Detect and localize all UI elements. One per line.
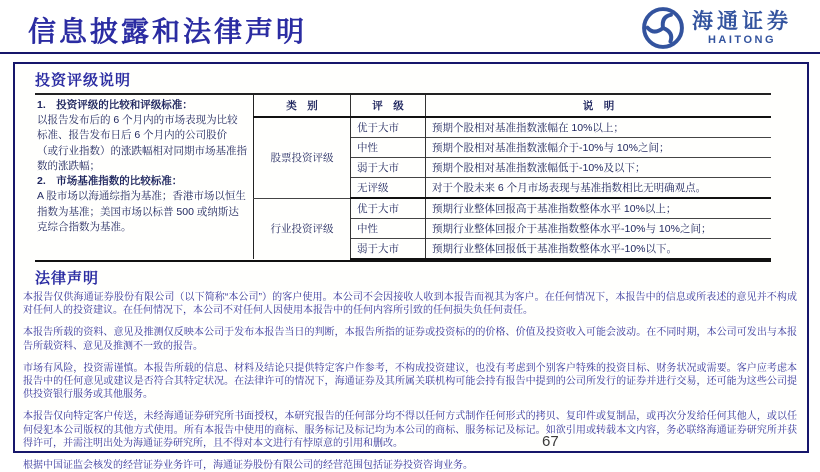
rating-table-row <box>254 198 772 219</box>
rating-table-row <box>254 117 772 138</box>
page-number: 67 <box>542 433 559 450</box>
rating-category-cell: 行业投资评级 <box>254 198 351 259</box>
rating-cell: 弱于大市 <box>351 239 426 260</box>
rating-description-cell: 预期行业整体回报低于基准指数整体水平-10%以下。 <box>426 239 772 260</box>
column-header-rating: 评 级 <box>351 95 426 117</box>
content-box <box>13 62 809 471</box>
logo-company-name-en: HAITONG <box>707 33 777 46</box>
legal-paragraph: 根据中国证监会核发的经营证券业务许可，海通证券股份有限公司的经营范围包括证券投资咨询业务。 <box>23 459 473 471</box>
note-body: A 股市场以海通综指为基准；香港市场以恒生指数为基准；美国市场以标普 500 或纳斯达克综合指数为基准。 <box>37 190 246 233</box>
rating-cell: 优于大市 <box>351 198 426 219</box>
rating-table-body <box>254 117 772 259</box>
rating-description-cell: 对于个股未来 6 个月市场表现与基准指数相比无明确观点。 <box>426 178 772 199</box>
title-divider <box>0 52 820 54</box>
rating-description-cell: 预期个股相对基准指数涨幅在 10%以上； <box>426 117 772 138</box>
rating-notes <box>35 95 253 260</box>
column-header-description: 说 明 <box>426 95 772 117</box>
note-title: 1. 投资评级的比较和评级标准： <box>37 99 193 111</box>
rating-cell: 中性 <box>351 219 426 239</box>
rating-description-cell: 预期行业整体回报介于基准指数整体水平-10%与 10%之间； <box>426 219 772 239</box>
rating-content <box>35 93 771 262</box>
logo-company-name-cn: 海通证券 <box>692 8 792 33</box>
note-body: 以报告发布后的 6 个月内的市场表现为比较标准、报告发布日后 6 个月内的公司股价（或行业指数）的涨跌幅相对同期市场基准指数的涨跌幅； <box>37 114 247 172</box>
rating-category-cell: 股票投资评级 <box>254 117 351 198</box>
rating-cell: 弱于大市 <box>351 158 426 178</box>
rating-description-cell: 预期个股相对基准指数涨幅低于-10%及以下； <box>426 158 772 178</box>
legal-paragraphs <box>23 291 797 472</box>
rating-cell: 无评级 <box>351 178 426 199</box>
page-title: 信息披露和法律声明 <box>28 17 308 48</box>
rating-cell: 优于大市 <box>351 117 426 138</box>
haitong-logo <box>641 6 792 50</box>
rating-description-cell: 预期行业整体回报高于基准指数整体水平 10%以上； <box>426 198 772 219</box>
haitong-logo-icon <box>641 6 685 50</box>
legal-paragraph: 本报告仅向特定客户传送，未经海通证券研究所书面授权，本研究报告的任何部分均不得以任何方式制作任何形式的拷贝、复印件或复制品，或再次分发给任何其他人，或以任何侵犯本公司版权的其他方式使用。所有本报告中使用的商标、服务标记及标记均为本公司的商标、服务标记及标记。如欲引用或转载本文内容，务必联络海通证券研究所并获得许可，并需注明出处为海通证券研究所，且不得对本文进行有悖原意的引用和删改。 <box>23 411 797 449</box>
legal-paragraph: 市场有风险，投资需谨慎。本报告所载的信息、材料及结论只提供特定客户作参考，不构成投资建议，也没有考虑到个别客户特殊的投资目标、财务状况或需要。客户应考虑本报告中的任何意见或建议是否符合其特定状况。在法律许可的情况下，海通证券及其所属关联机构可能会持有报告中提到的公司所发行的证券并进行交易，还可能为这些公司提供投资银行服务或其他服务。 <box>23 362 797 401</box>
haitong-logo-text <box>692 8 792 46</box>
rating-table-header-row <box>254 95 772 117</box>
section-title-rating: 投资评级说明 <box>35 73 132 89</box>
legal-paragraph: 本报告所载的资料、意见及推测仅反映本公司于发布本报告当日的判断，本报告所指的证券或投资标的的价格、价值及投资收入可能会波动。在不同时期，本公司可发出与本报告所载资料、意见及推测不一致的报告。 <box>23 327 797 352</box>
note-title: 2. 市场基准指数的比较标准： <box>37 175 183 188</box>
rating-description-cell: 预期个股相对基准指数涨幅介于-10%与 10%之间； <box>426 138 772 158</box>
rating-cell: 中性 <box>351 138 426 158</box>
rating-table <box>253 95 771 260</box>
column-header-category: 类 别 <box>254 95 351 117</box>
legal-paragraph: 本报告仅供海通证券股份有限公司（以下简称“本公司”）的客户使用。本公司不会因接收人收到本报告而视其为客户。在任何情况下，本报告中的信息或所表述的意见并不构成对任何人的投资建议。在任何情况下，本公司不对任何人因使用本报告中的任何内容所引致的任何损失负任何责任。 <box>23 292 797 317</box>
section-title-legal: 法律声明 <box>35 271 100 287</box>
